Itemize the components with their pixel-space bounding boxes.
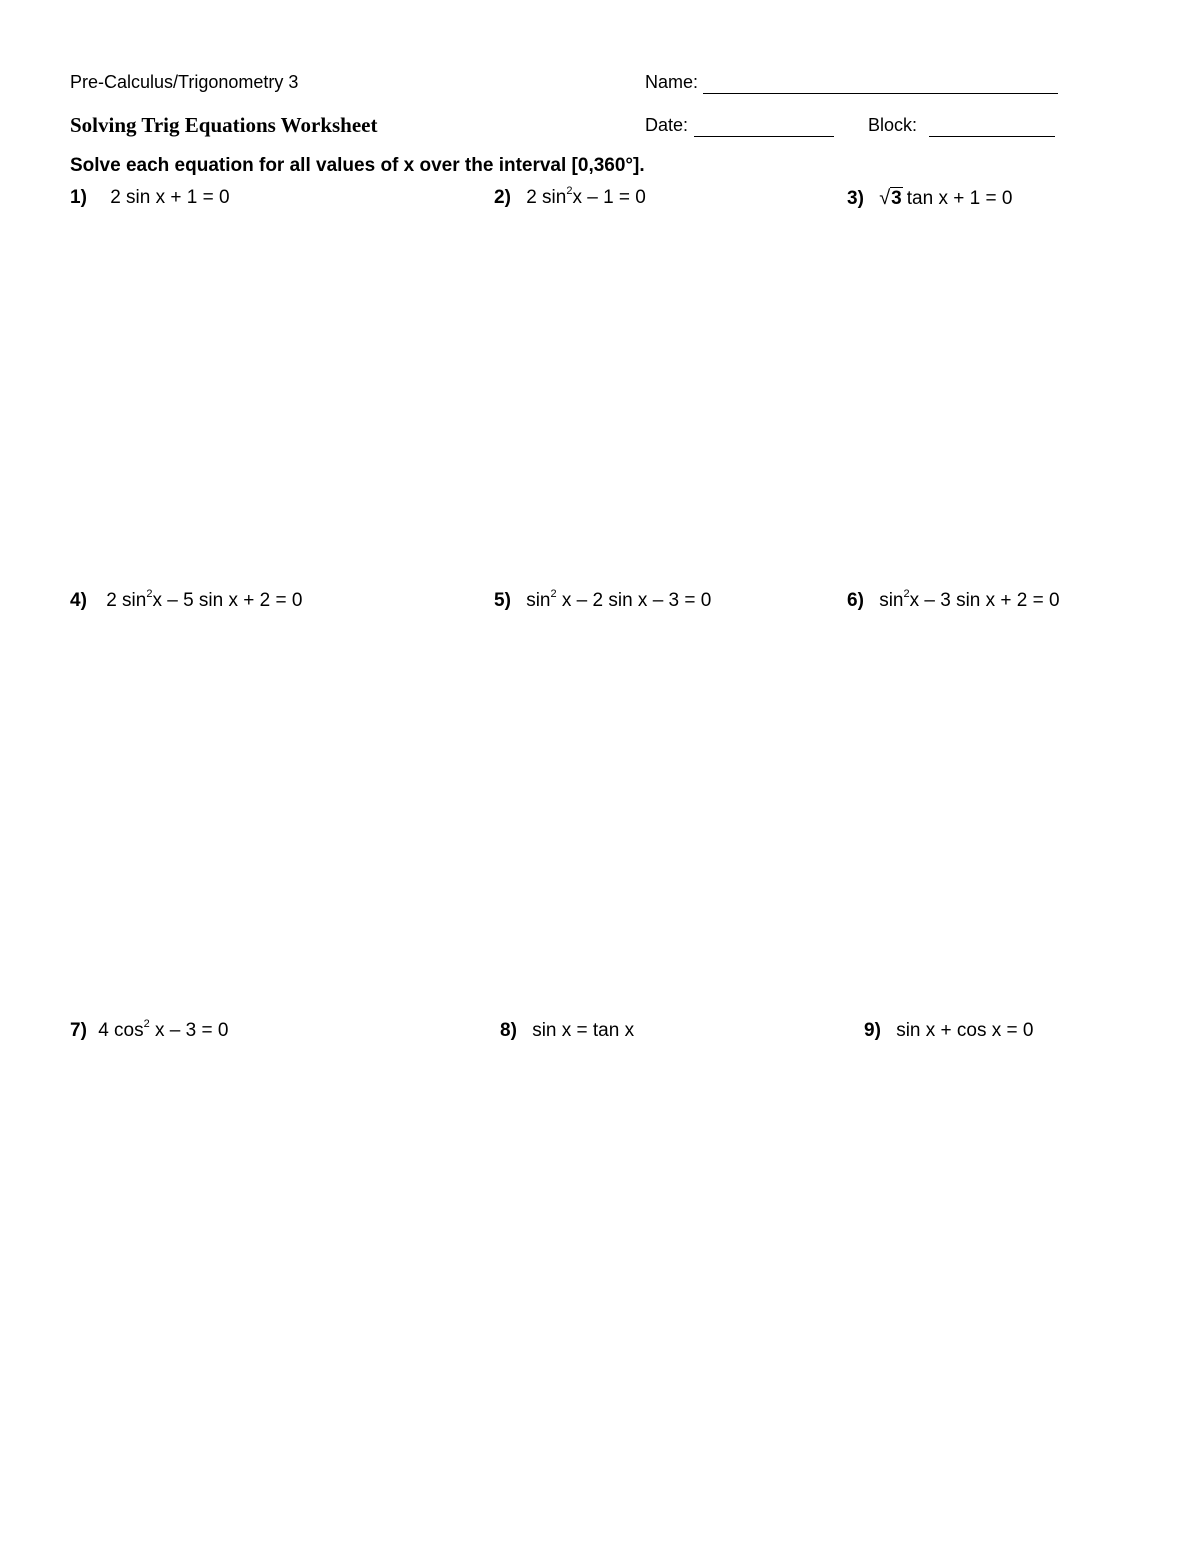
- problem-equation: sin x + cos x = 0: [896, 1020, 1034, 1041]
- problem-2: [494, 187, 646, 209]
- problem-5: [494, 590, 711, 612]
- problem-7: [70, 1020, 228, 1042]
- problem-number: 9): [864, 1020, 881, 1041]
- square-root-symbol: √3: [879, 187, 902, 209]
- problem-9: [864, 1020, 1033, 1042]
- problem-equation: √3 tan x + 1 = 0: [879, 187, 1013, 209]
- course-name: Pre-Calculus/Trigonometry 3: [70, 72, 299, 92]
- problem-equation: 2 $\sin^2x - 5$ sin x + 2 = 0: [106, 588, 303, 612]
- problem-8: [500, 1020, 634, 1042]
- worksheet-title: Solving Trig Equations Worksheet: [70, 113, 378, 137]
- date-blank-line: [694, 136, 834, 137]
- problem-equation: 4 $\cos^2 x - 3 = 0$: [98, 1018, 229, 1042]
- problem-number: 2): [494, 187, 511, 209]
- problem-4: [70, 590, 302, 612]
- problem-number: 6): [847, 590, 864, 612]
- problem-number: 8): [500, 1020, 517, 1041]
- block-blank-line: [929, 136, 1055, 137]
- instructions: Solve each equation for all values of x over the interval [0,360°].: [70, 155, 645, 176]
- block-label: Block:: [868, 115, 918, 135]
- name-label: Name:: [645, 72, 699, 92]
- problem-equation: 2 sin x + 1 = 0: [110, 187, 230, 208]
- name-blank-line: [703, 93, 1058, 94]
- problem-1: [70, 187, 230, 209]
- problem-number: 4): [70, 590, 87, 612]
- problem-6: [847, 590, 1060, 612]
- problem-number: 3): [847, 188, 864, 209]
- problem-equation: 2 $\sin^2x - 1 = 0$: [526, 185, 646, 209]
- problem-number: 1): [70, 187, 87, 208]
- problem-3: [847, 187, 1012, 210]
- problem-equation: sin x = tan x: [532, 1020, 635, 1041]
- problem-equation: $\sin^2x - 3$ sin x + 2 = 0: [879, 588, 1060, 612]
- problem-number: 7): [70, 1020, 87, 1042]
- problem-number: 5): [494, 590, 511, 612]
- date-label: Date:: [645, 115, 689, 135]
- problem-equation: $\sin^2 x - 2$ sin x – 3 = 0: [526, 588, 712, 612]
